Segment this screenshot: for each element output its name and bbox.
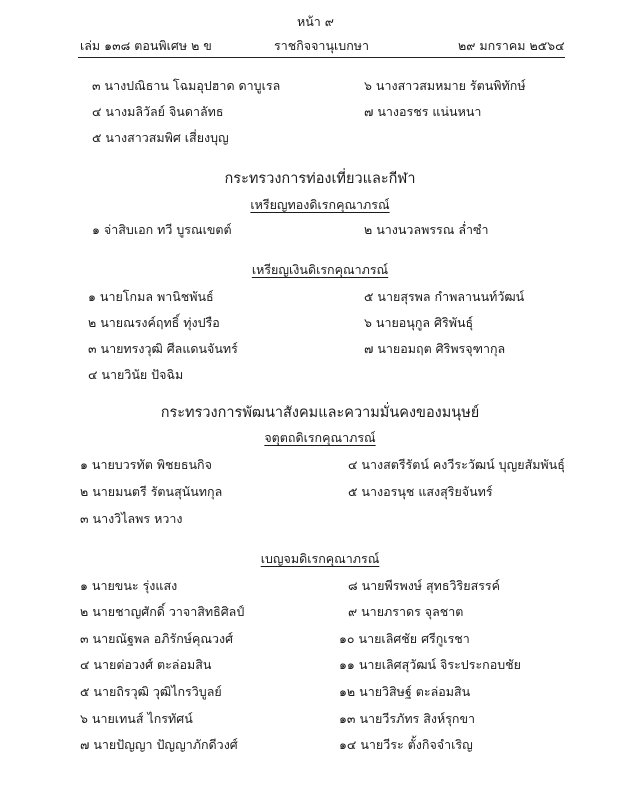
header-rule — [78, 57, 565, 58]
list-item: ๖ นางสาวสมหมาย รัตนพิทักษ์ — [364, 78, 526, 93]
list-item: ๓ นายณัฐพล อภิรักษ์คุณวงศ์ — [80, 631, 234, 646]
list-item: ๑๔ นายวีระ ตั้งกิจจำเริญ — [339, 737, 473, 752]
list-item: ๑ นายขนะ รุ่งแสง — [80, 578, 178, 593]
list-item: ๓ นางปณิธาน โฉมอุปฮาด ดาบูเรล — [92, 78, 281, 93]
page-number: หน้า ๙ — [297, 14, 334, 29]
ministry-title-social: กระทรวงการพัฒนาสังคมและความมั่นคงของมนุษย์ — [160, 405, 480, 421]
issue-date: ๒๙ มกราคม ๒๕๖๔ — [458, 38, 565, 53]
list-item: ๘ นายพีรพงษ์ สุทธวิริยสรรค์ — [348, 578, 500, 593]
list-item: ๒ นางนวลพรรณ ล่ำซำ — [364, 222, 489, 237]
list-item: ๖ นายอนุกูล ศิริพันธุ์ — [364, 315, 474, 330]
list-item: ๕ นายสุรพล กำพลานนท์วัฒน์ — [364, 289, 525, 304]
list-item: ๑๑ นายเลิศสุวัฒน์ จิระประกอบชัย — [339, 657, 521, 672]
medal-heading-fourth-class: จตุตถดิเรกคุณาภรณ์ — [264, 430, 376, 445]
list-item: ๕ นางสาวสมพิศ เสี่ยงบุญ — [92, 130, 229, 145]
list-item: ๗ นายปัญญา ปัญญาภักดีวงศ์ — [80, 737, 238, 752]
list-item: ๒ นายชาญศักดิ์ วาจาสิทธิศิลป์ — [80, 604, 245, 619]
list-item: ๗ นายอมฤต ศิริพรจุฑากุล — [364, 341, 506, 356]
list-item: ๒ นายณรงค์ฤทธิ์ ทุ่งปรือ — [88, 315, 220, 330]
list-item: ๑๓ นายวีรภัทร สิงห์รุกขา — [339, 711, 476, 726]
list-item: ๔ นางมลิวัลย์ จินดาลัทธ — [92, 104, 224, 119]
list-item: ๖ นายเทนส์ ไกรทัศน์ — [80, 711, 193, 726]
volume-info: เล่ม ๑๓๘ ตอนพิเศษ ๒ ข — [80, 38, 212, 53]
list-item: ๔ นางสตรีรัตน์ คงวีระวัฒน์ บุญยสัมพันธุ์ — [348, 457, 565, 472]
medal-heading-gold: เหรียญทองดิเรกคุณาภรณ์ — [250, 197, 390, 212]
list-item: ๔ นายต่อวงศ์ ตะล่อมสิน — [80, 657, 212, 672]
list-item: ๑๒ นายวิสิษฐ์ ตะล่อมสิน — [339, 684, 471, 699]
list-item: ๔ นายวินัย ปัจฉิม — [88, 367, 184, 382]
list-item: ๓ นางวิไลพร หวาง — [80, 511, 183, 526]
list-item: ๑ นายโกมล พานิชพันธ์ — [88, 289, 214, 304]
list-item: ๕ นายถิรวุฒิ วุฒิไกรวิบูลย์ — [80, 684, 222, 699]
list-item: ๗ นางอรชร แน่นหนา — [364, 104, 482, 119]
list-item: ๒ นายมนตรี รัตนสุนันทกุล — [80, 484, 223, 499]
list-item: ๑๐ นายเลิศชัย ศรีกูเรชา — [339, 631, 470, 646]
medal-heading-fifth-class: เบญจมดิเรกคุณาภรณ์ — [260, 551, 380, 566]
list-item: ๑ นายบวรทัต พิชยธนกิจ — [80, 457, 212, 472]
list-item: ๓ นายทรงวุฒิ ศีลแดนจันทร์ — [88, 341, 238, 356]
gazette-name: ราชกิจจานุเบกษา — [274, 38, 370, 53]
list-item: ๙ นายภราดร จุลชาต — [348, 604, 464, 619]
list-item: ๑ จ่าสิบเอก ทวี บูรณเขตต์ — [92, 222, 232, 237]
ministry-title-tourism: กระทรวงการท่องเที่ยวและกีฬา — [224, 171, 416, 187]
list-item: ๕ นางอรนุช แสงสุริยจันทร์ — [348, 484, 493, 499]
medal-heading-silver: เหรียญเงินดิเรกคุณาภรณ์ — [251, 262, 389, 277]
